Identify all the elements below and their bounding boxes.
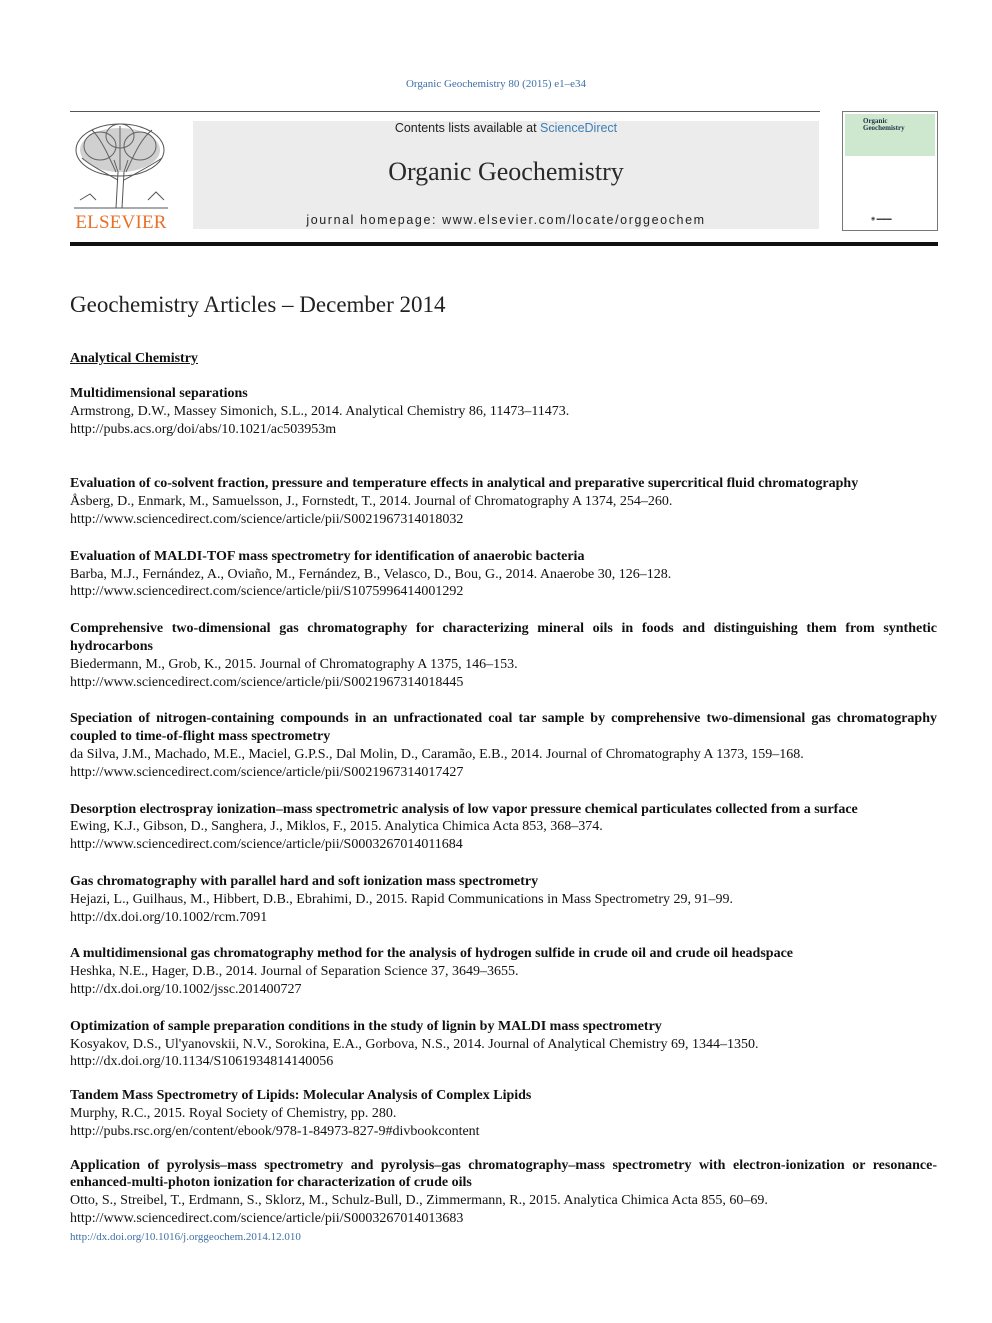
article-link[interactable]: http://dx.doi.org/10.1002/jssc.201400727 [70, 981, 302, 997]
article-link[interactable]: http://www.sciencedirect.com/science/article/pii/S0003267014013683 [70, 1210, 464, 1226]
list-item [70, 548, 937, 601]
contents-prefix: Contents lists available at [394, 121, 541, 135]
article-link[interactable]: http://www.sciencedirect.com/science/article/pii/S0021967314017427 [70, 764, 464, 780]
tree-icon [70, 120, 172, 210]
list-item [70, 801, 937, 854]
article-title: Comprehensive two-dimensional gas chromatography for characterizing mineral oils in foods and distinguishing them from synthetic hydrocarbons [70, 621, 937, 654]
footer-doi-link[interactable]: http://dx.doi.org/10.1016/j.orggeochem.2014.12.010 [70, 1231, 301, 1243]
journal-homepage[interactable]: journal homepage: www.elsevier.com/locate/orggeochem [306, 213, 706, 227]
journal-cover-thumbnail[interactable] [842, 111, 938, 231]
cover-title-line2: Geochemistry [863, 124, 905, 132]
article-link[interactable]: http://dx.doi.org/10.1002/rcm.7091 [70, 909, 268, 925]
article-link[interactable]: http://dx.doi.org/10.1134/S1061934814140056 [70, 1054, 334, 1070]
article-title: Speciation of nitrogen-containing compounds in an unfractionated coal tar sample by comprehensive two-dimensional gas chromatography coupled to time-of-flight mass spectrometry [70, 711, 937, 745]
cover-title [863, 118, 905, 132]
article-citation: da Silva, J.M., Machado, M.E., Maciel, G.P.S., Dal Molin, D., Caramão, E.B., 2014. Journal of Chromatography A 1373, 159–168. [70, 746, 804, 762]
article-title: Gas chromatography with parallel hard and soft ionization mass spectrometry [70, 873, 539, 889]
cover-publisher-logo-icon: ◉ ▬▬▬ [871, 217, 892, 222]
cover-title-line1: Organic [863, 117, 888, 125]
publisher-name: ELSEVIER [75, 212, 167, 233]
journal-banner [193, 121, 819, 229]
elsevier-logo[interactable] [70, 120, 172, 232]
list-item [70, 620, 937, 691]
article-link[interactable]: http://pubs.acs.org/doi/abs/10.1021/ac503953m [70, 421, 337, 437]
header-divider-top [70, 111, 820, 112]
article-citation: Otto, S., Streibel, T., Erdmann, S., Sklorz, M., Schulz-Bull, D., Zimmermann, R., 2015. Analytica Chimica Acta 855, 60–69. [70, 1193, 768, 1209]
article-list [70, 385, 937, 1228]
article-citation: Hejazi, L., Guilhaus, M., Hibbert, D.B., Ebrahimi, D., 2015. Rapid Communications in Mass Spectrometry 29, 91–99. [70, 891, 733, 907]
article-citation: Kosyakov, D.S., Ul'yanovskii, N.V., Sorokina, E.A., Gorbova, N.S., 2014. Journal of Analytical Chemistry 69, 1344–1350. [70, 1036, 759, 1052]
list-item [70, 945, 937, 998]
article-title: Application of pyrolysis–mass spectrometry and pyrolysis–gas chromatography–mass spectrometry with electron-ionization or resonance-enhanced-multi-photon ionization for characterization of crude oils [70, 1157, 937, 1191]
sciencedirect-link[interactable]: ScienceDirect [540, 121, 618, 135]
article-title: Evaluation of co-solvent fraction, pressure and temperature effects in analytical and preparative supercritical fluid chromatography [70, 476, 859, 492]
article-citation: Murphy, R.C., 2015. Royal Society of Chemistry, pp. 280. [70, 1105, 397, 1121]
article-title: Optimization of sample preparation conditions in the study of lignin by MALDI mass spectrometry [70, 1018, 662, 1034]
journal-citation[interactable]: Organic Geochemistry 80 (2015) e1–e34 [405, 78, 587, 90]
article-title: Tandem Mass Spectrometry of Lipids: Molecular Analysis of Complex Lipids [70, 1088, 532, 1104]
list-item [70, 710, 937, 781]
article-link[interactable]: http://www.sciencedirect.com/science/article/pii/S1075996414001292 [70, 584, 464, 600]
article-link[interactable]: http://www.sciencedirect.com/science/article/pii/S0021967314018445 [70, 674, 464, 690]
article-citation: Ewing, K.J., Gibson, D., Sanghera, J., Miklos, F., 2015. Analytica Chimica Acta 853, 368–374. [70, 819, 603, 835]
journal-title: Organic Geochemistry [388, 157, 624, 186]
article-citation: Åsberg, D., Enmark, M., Samuelsson, J., Fornstedt, T., 2014. Journal of Chromatography A 1374, 254–260. [70, 494, 673, 510]
article-link[interactable]: http://pubs.rsc.org/en/content/ebook/978-1-84973-827-9#divbookcontent [70, 1123, 480, 1139]
article-citation: Biedermann, M., Grob, K., 2015. Journal of Chromatography A 1375, 146–153. [70, 656, 518, 672]
list-item [70, 873, 937, 926]
article-title: Multidimensional separations [70, 386, 248, 401]
list-item [70, 475, 937, 528]
article-citation: Barba, M.J., Fernández, A., Oviaño, M., Fernández, B., Velasco, D., Bou, G., 2014. Anaerobe 30, 126–128. [70, 566, 672, 582]
article-title: Evaluation of MALDI-TOF mass spectrometry for identification of anaerobic bacteria [70, 548, 585, 564]
article-link[interactable]: http://www.sciencedirect.com/science/article/pii/S0003267014011684 [70, 837, 463, 853]
page-title: Geochemistry Articles – December 2014 [70, 292, 446, 317]
header-divider-bottom [70, 242, 938, 246]
article-link[interactable]: http://www.sciencedirect.com/science/article/pii/S0021967314018032 [70, 511, 464, 527]
contents-line [193, 121, 819, 135]
list-item [70, 1087, 937, 1140]
article-title: A multidimensional gas chromatography method for the analysis of hydrogen sulfide in crude oil and crude oil headspace [70, 946, 794, 962]
list-item [70, 1018, 937, 1071]
article-citation: Heshka, N.E., Hager, D.B., 2014. Journal of Separation Science 37, 3649–3655. [70, 964, 519, 980]
article-citation: Armstrong, D.W., Massey Simonich, S.L., 2014. Analytical Chemistry 86, 11473–11473. [70, 403, 570, 419]
list-item [70, 1157, 937, 1228]
list-item [70, 385, 937, 438]
article-title: Desorption electrospray ionization–mass spectrometric analysis of low vapor pressure chemical particulates collected from a surface [70, 801, 858, 817]
section-heading: Analytical Chemistry [70, 351, 198, 366]
